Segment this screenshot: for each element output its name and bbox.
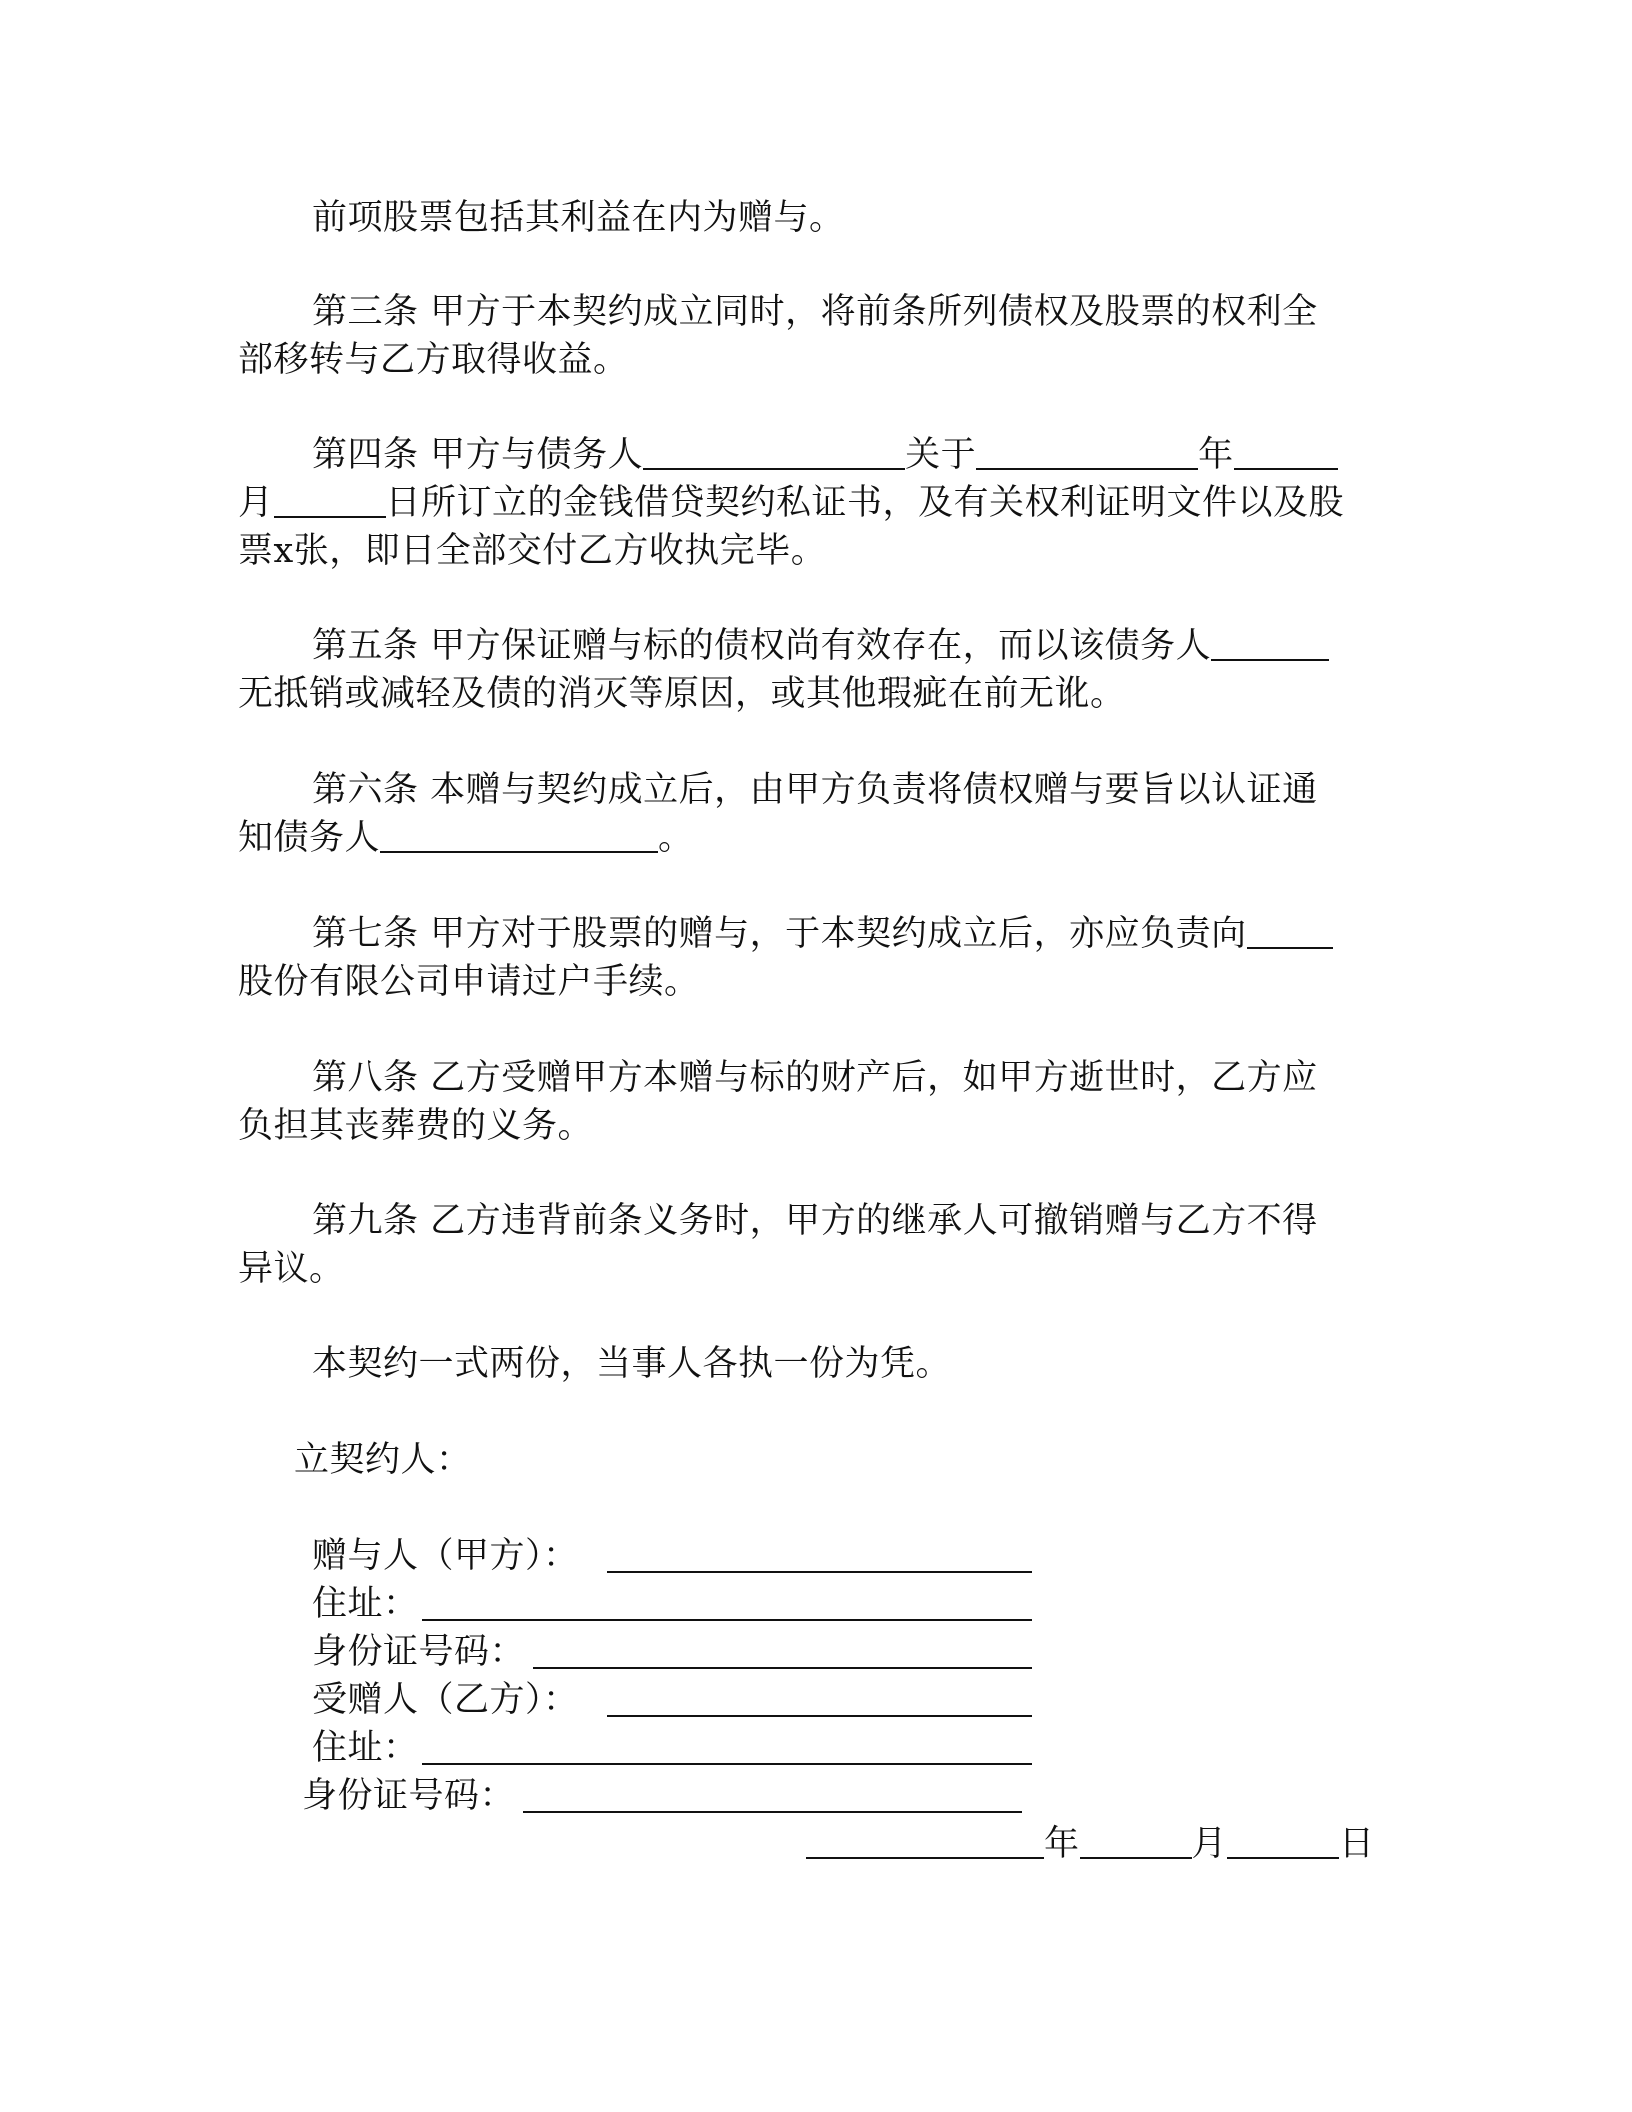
article-7-text: 第七条 甲方对于股票的赠与，于本契约成立后，亦应负责向 [312, 914, 1247, 954]
loan-month-blank[interactable] [1234, 434, 1338, 470]
stock-paragraph: 前项股票包括其利益在内为赠与。 [312, 198, 845, 238]
article-4-line-2 [238, 479, 1344, 527]
date-day-label: 日 [1339, 1824, 1375, 1864]
article-4-text-a: 第四条 甲方与债务人 [312, 435, 644, 475]
donor-address-field[interactable] [422, 1619, 1032, 1621]
article-4-year-label: 年 [1198, 435, 1234, 475]
article-4-text-c: 日所订立的金钱借贷契约私证书，及有关权利证明文件以及股 [385, 483, 1345, 523]
donee-address-label: 住址： [312, 1728, 419, 1768]
article-4-line-3: 票x张，即日全部交付乙方收执完毕。 [238, 531, 827, 571]
article-4-line-1 [312, 431, 1338, 479]
company-name-blank[interactable] [1247, 913, 1333, 949]
loan-day-blank[interactable] [274, 482, 386, 518]
donor-label: 赠与人（甲方）： [312, 1536, 579, 1576]
debtor-blank[interactable] [1211, 625, 1329, 661]
donor-id-label: 身份证号码： [312, 1632, 526, 1672]
article-5-text: 第五条 甲方保证赠与标的债权尚有效存在，而以该债务人 [312, 626, 1212, 666]
article-6-line-2 [238, 814, 694, 862]
article-5-line-1 [312, 622, 1329, 670]
donor-id-field[interactable] [533, 1667, 1032, 1669]
donee-id-label: 身份证号码： [302, 1776, 516, 1816]
article-9-line-2: 异议。 [238, 1249, 345, 1289]
loan-year-blank[interactable] [976, 434, 1198, 470]
article-3-line-2: 部移转与乙方取得收益。 [238, 340, 629, 380]
debtor-name-blank[interactable] [643, 434, 905, 470]
date-line [806, 1820, 1375, 1868]
date-month-blank[interactable] [1080, 1823, 1192, 1859]
article-6-end: 。 [658, 818, 694, 858]
donee-label: 受赠人（乙方）： [312, 1680, 579, 1720]
article-7-line-1 [312, 910, 1333, 958]
article-4-text-b: 关于 [905, 435, 977, 475]
article-8-line-2: 负担其丧葬费的义务。 [238, 1106, 594, 1146]
article-4-month-label: 月 [238, 483, 274, 523]
signatories-heading: 立契约人： [294, 1440, 472, 1480]
date-year-blank[interactable] [806, 1823, 1044, 1859]
article-5-line-2: 无抵销或减轻及债的消灭等原因，或其他瑕疵在前无讹。 [238, 674, 1126, 714]
article-7-line-2: 股份有限公司申请过户手续。 [238, 962, 700, 1002]
date-day-blank[interactable] [1227, 1823, 1339, 1859]
donee-address-field[interactable] [422, 1763, 1032, 1765]
article-6-text: 知债务人 [238, 818, 381, 858]
copies-clause: 本契约一式两份，当事人各执一份为凭。 [312, 1344, 952, 1384]
donee-signature-field[interactable] [607, 1715, 1032, 1717]
date-month-label: 月 [1191, 1824, 1228, 1864]
date-year-label: 年 [1044, 1824, 1080, 1864]
article-8-line-1: 第八条 乙方受赠甲方本赠与标的财产后，如甲方逝世时，乙方应 [312, 1058, 1318, 1098]
donor-address-label: 住址： [312, 1584, 419, 1624]
article-3-line-1: 第三条 甲方于本契约成立同时，将前条所列债权及股票的权利全 [312, 292, 1318, 332]
article-6-line-1: 第六条 本赠与契约成立后，由甲方负责将债权赠与要旨以认证通 [312, 770, 1318, 810]
notify-debtor-blank[interactable] [380, 817, 658, 853]
article-9-line-1: 第九条 乙方违背前条义务时，甲方的继承人可撤销赠与乙方不得 [312, 1201, 1318, 1241]
donor-signature-field[interactable] [607, 1571, 1032, 1573]
donee-id-field[interactable] [523, 1811, 1022, 1813]
